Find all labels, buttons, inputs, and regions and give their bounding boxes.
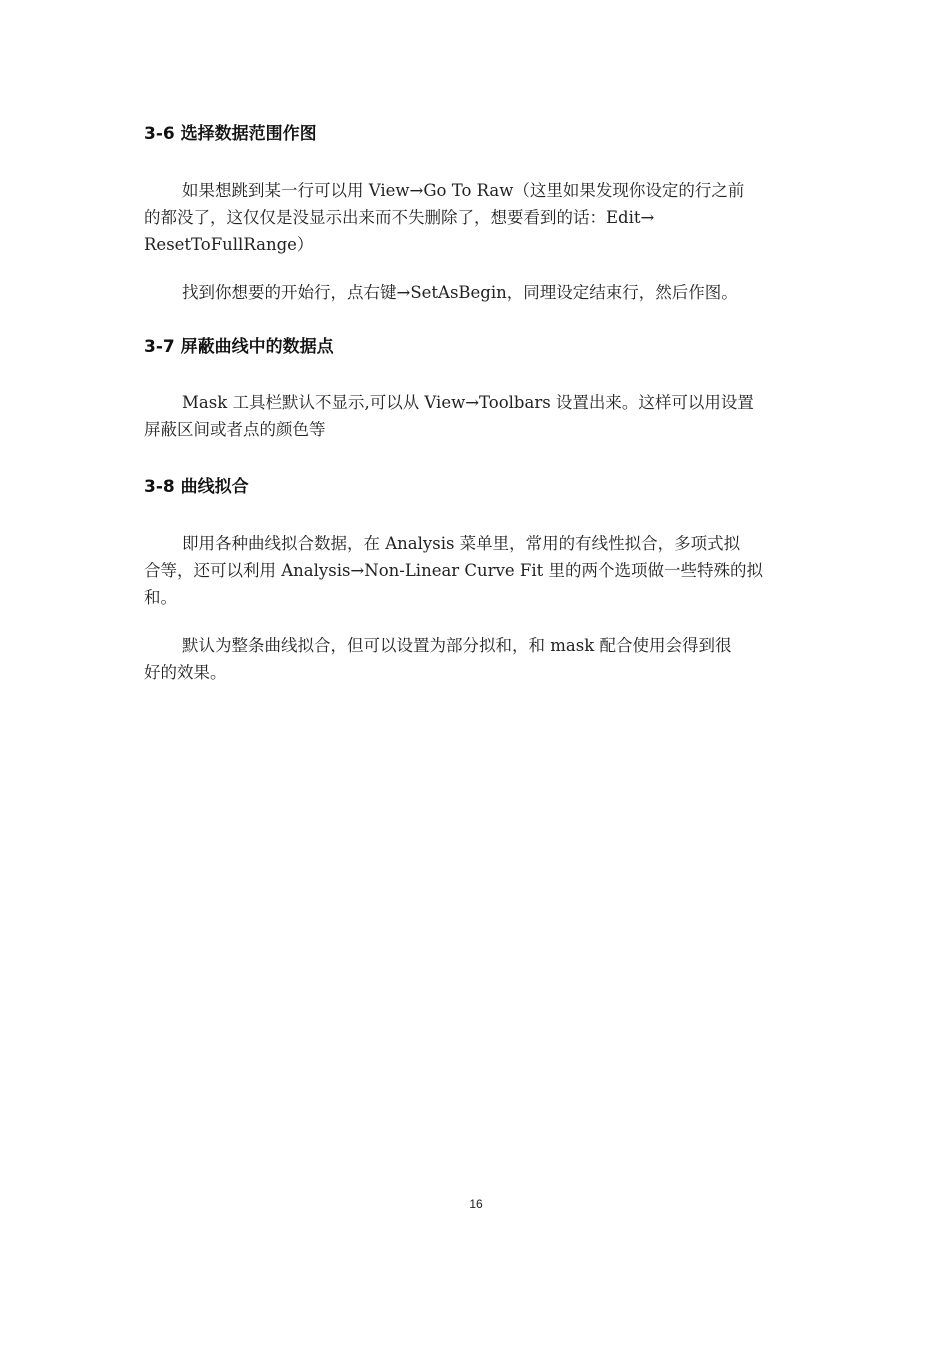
paragraph-line: 好的效果。	[144, 663, 227, 682]
paragraph-line: 如果想跳到某一行可以用 View→Go To Raw（这里如果发现你设定的行之前	[182, 181, 745, 200]
section-heading-3-6: 3-6 选择数据范围作图	[144, 124, 317, 144]
paragraph-line: 的都没了，这仅仅是没显示出来而不失删除了，想要看到的话：Edit→	[144, 208, 655, 227]
paragraph-line: 和。	[144, 588, 177, 607]
paragraph-line: 屏蔽区间或者点的颜色等	[144, 420, 326, 439]
paragraph-line: Mask 工具栏默认不显示,可以从 View→Toolbars 设置出来。这样可以用设置	[182, 393, 754, 412]
paragraph-set-begin	[144, 279, 810, 306]
section-heading-3-8: 3-8 曲线拟合	[144, 477, 249, 497]
paragraph-curve-fit	[144, 530, 810, 611]
paragraph-partial-fit	[144, 632, 810, 686]
paragraph-mask-toolbar	[144, 389, 810, 443]
paragraph-line: ResetToFullRange）	[144, 235, 314, 254]
page-number: 16	[469, 1197, 483, 1211]
paragraph-line: 合等，还可以利用 Analysis→Non-Linear Curve Fit 里的两个选项做一些特殊的拟	[144, 561, 763, 580]
section-heading-3-7: 3-7 屏蔽曲线中的数据点	[144, 337, 334, 357]
paragraph-line: 即用各种曲线拟合数据，在 Analysis 菜单里，常用的有线性拟合，多项式拟	[182, 534, 741, 553]
paragraph-line: 默认为整条曲线拟合，但可以设置为部分拟和，和 mask 配合使用会得到很	[182, 636, 732, 655]
paragraph-line: 找到你想要的开始行，点右键→SetAsBegin，同理设定结束行，然后作图。	[182, 283, 738, 302]
paragraph-goto-row	[144, 177, 810, 258]
